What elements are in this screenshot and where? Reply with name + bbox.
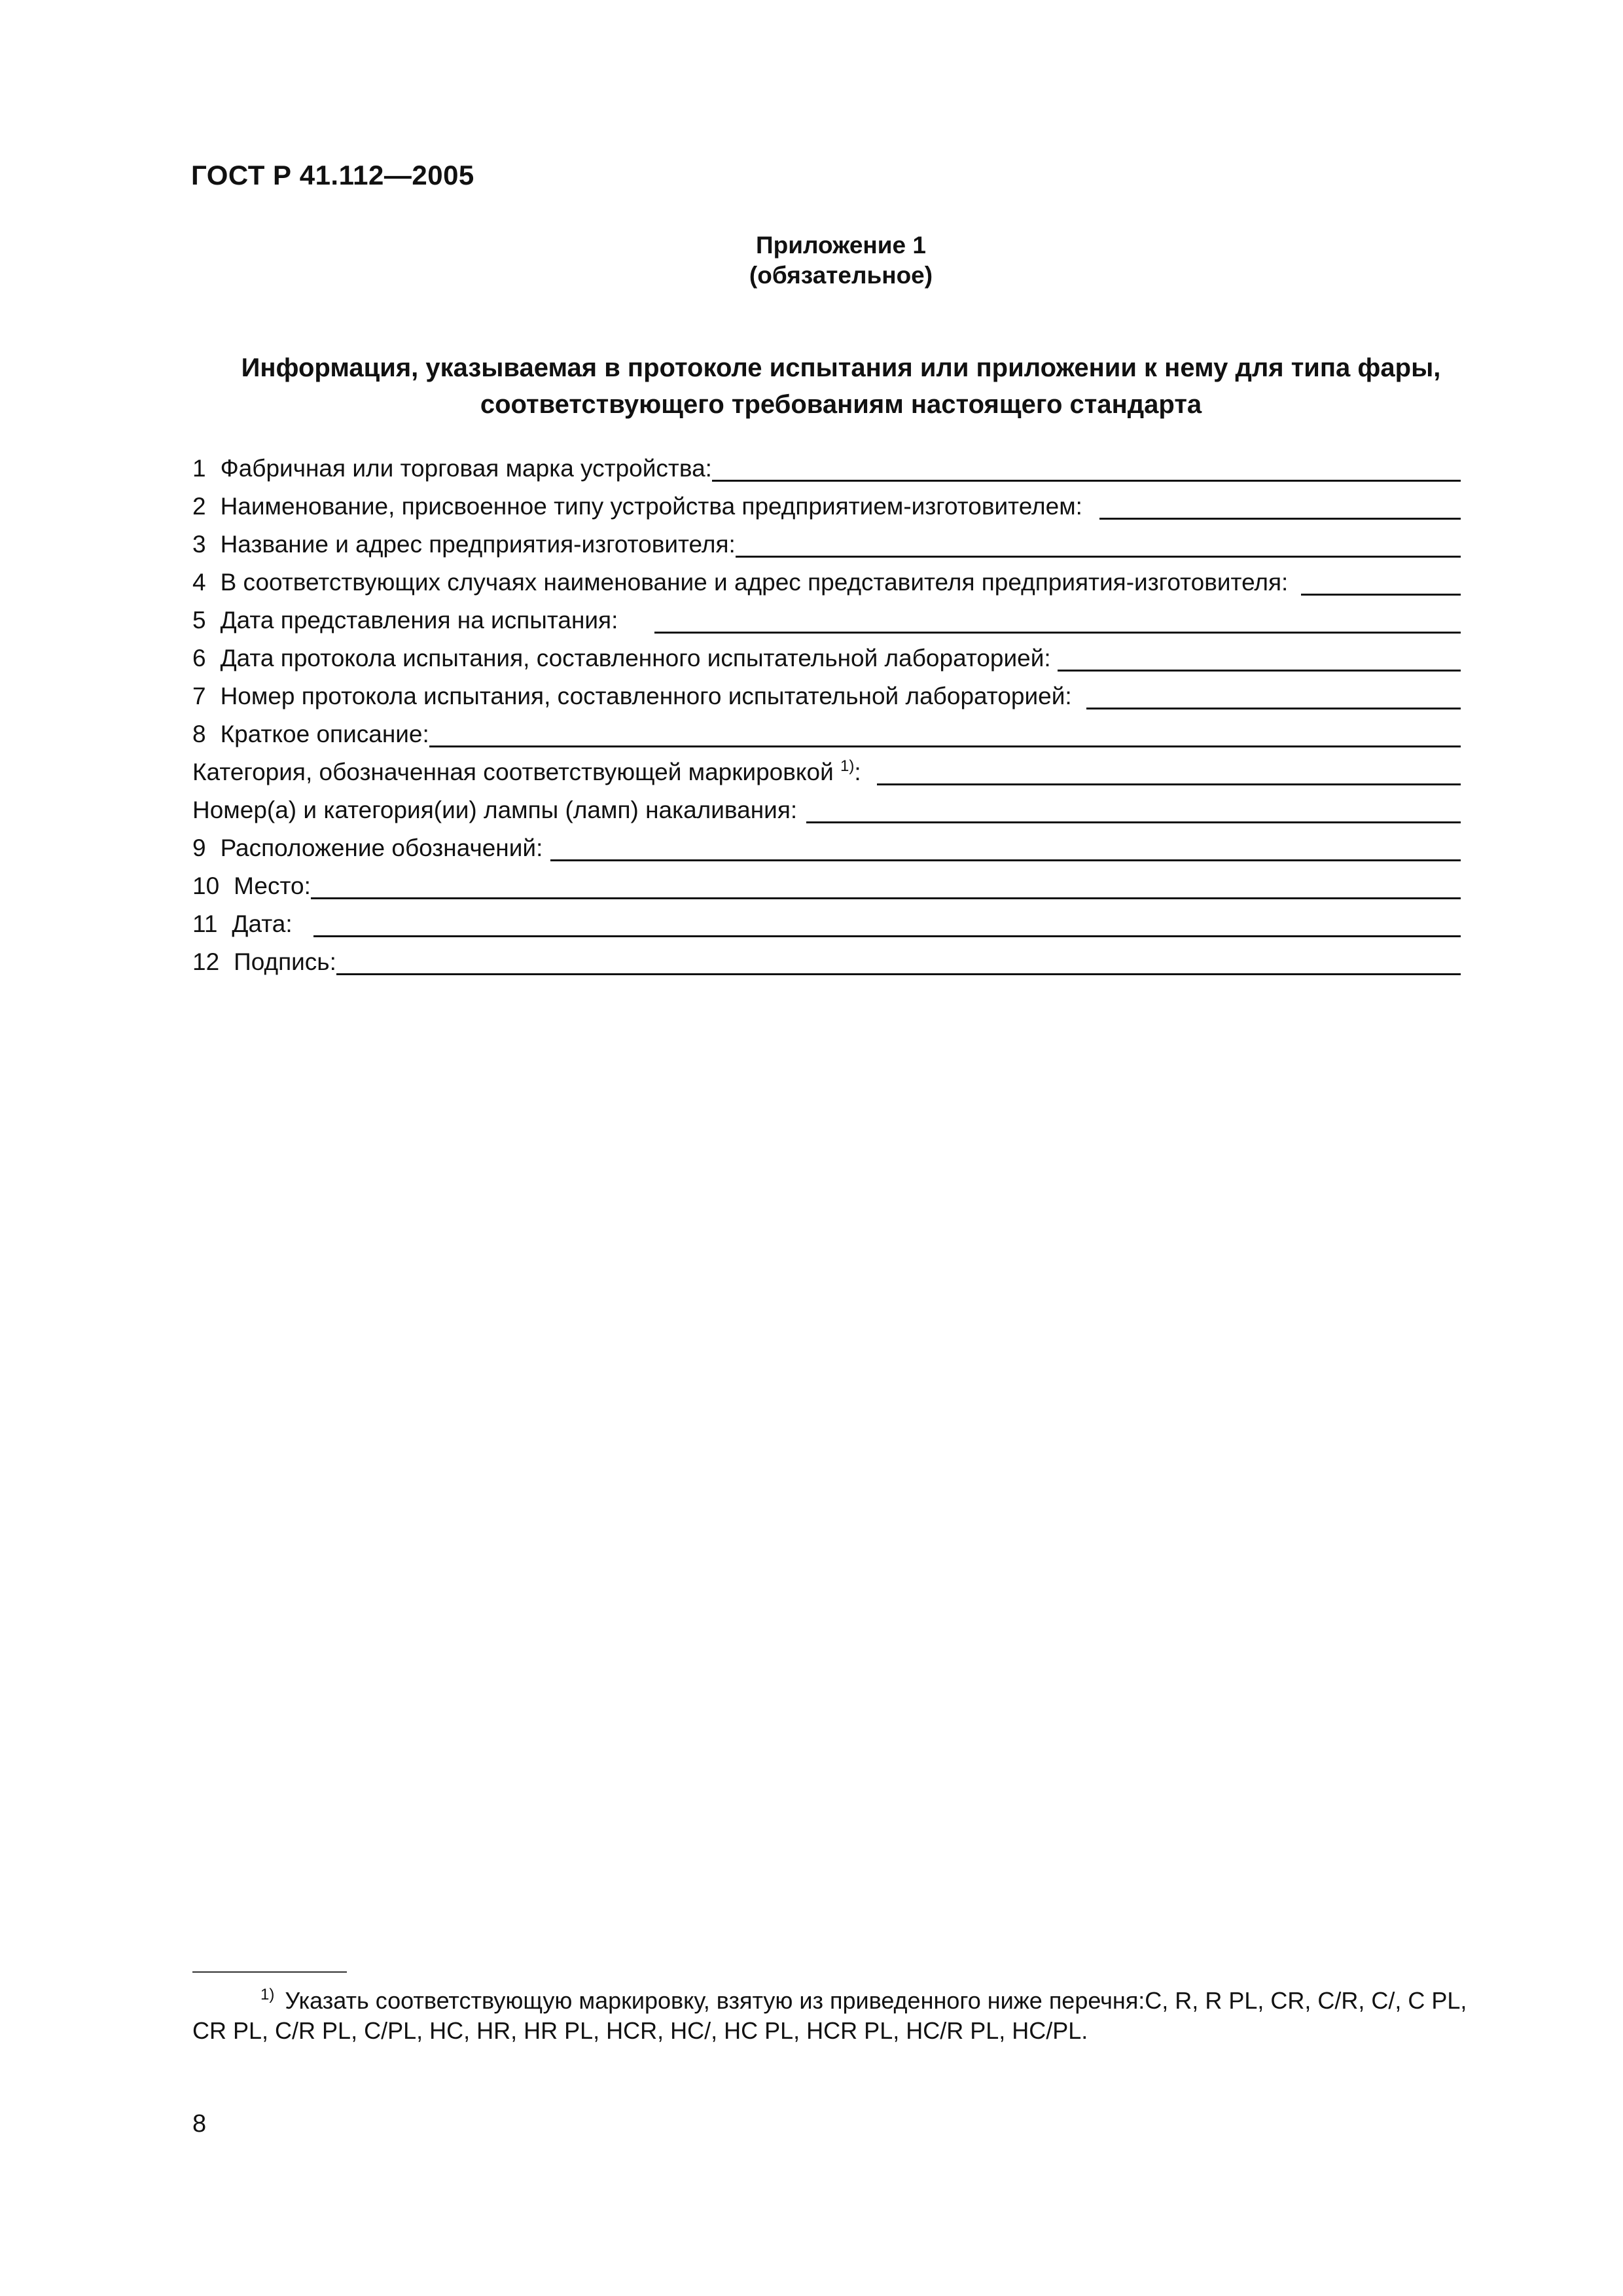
form-field-5 <box>192 602 1461 635</box>
fill-in-line[interactable] <box>1301 592 1461 596</box>
fill-in-line[interactable] <box>336 972 1461 975</box>
field-number: 4 <box>192 569 206 596</box>
form-field-3 <box>192 526 1461 559</box>
form-field-lamps <box>192 792 1461 825</box>
form-field-2 <box>192 488 1461 521</box>
field-number: 12 <box>192 948 220 975</box>
form-field-1 <box>192 450 1461 483</box>
form-field-6 <box>192 640 1461 673</box>
field-number: 6 <box>192 645 206 672</box>
fill-in-line[interactable] <box>877 782 1461 785</box>
field-label: Номер протокола испытания, составленного испытательной лабораторией: <box>220 683 1072 709</box>
field-label: Расположение обозначений: <box>220 834 543 861</box>
document-title <box>183 350 1499 423</box>
form-field-10 <box>192 868 1461 901</box>
fill-in-line[interactable] <box>1058 668 1461 672</box>
fill-in-line[interactable] <box>1086 706 1461 709</box>
footnote: 1) Указать соответствующую маркировку, взятую из приведенного ниже перечня:C, R, R PL, CR, C/R, C/, C PL, CR PL, C/R PL, C/PL, HC, HR, HR PL, HCR, HC/, HC PL, HCR PL, HC/R PL, HC/PL. <box>192 1986 1467 2044</box>
fill-in-line[interactable] <box>313 934 1461 937</box>
document-title-line-2: соответствующего требованиям настоящего стандарта <box>480 390 1202 419</box>
fill-in-line[interactable] <box>712 478 1461 482</box>
field-label: Дата протокола испытания, составленного испытательной лабораторией: <box>220 645 1051 672</box>
field-label: Номер(а) и категория(ии) лампы (ламп) накаливания: <box>192 797 798 823</box>
document-title-line-1: Информация, указываемая в протоколе испытания или приложении к нему для типа фары, <box>241 353 1441 382</box>
form-field-12 <box>192 944 1461 977</box>
fill-in-line[interactable] <box>429 744 1461 747</box>
field-label: Категория, обозначенная соответствующей маркировкой $^{1)}$: <box>192 757 861 785</box>
field-label: Название и адрес предприятия-изготовителя: <box>220 531 736 558</box>
field-number: 1 <box>192 455 206 482</box>
form-field-9 <box>192 830 1461 863</box>
field-number: 5 <box>192 607 206 634</box>
document-code: ГОСТ Р 41.112—2005 <box>191 160 474 190</box>
field-label: Фабричная или торговая марка устройства: <box>220 455 712 482</box>
field-label: Дата: <box>232 910 293 937</box>
field-number: 2 <box>192 493 206 520</box>
field-label: Наименование, присвоенное типу устройства предприятием-изготовителем: <box>220 493 1082 520</box>
field-label: Подпись: <box>234 948 336 975</box>
appendix-label: Приложение 1 <box>756 232 926 259</box>
field-label: Дата представления на испытания: <box>220 607 618 634</box>
field-number: 9 <box>192 834 206 861</box>
form-field-11 <box>192 906 1461 939</box>
field-number: 8 <box>192 721 206 747</box>
form-field-4 <box>192 564 1461 597</box>
footnote-text: Указать соответствующую маркировку, взятую из приведенного ниже перечня:C, R, R PL, CR, C/R, C/, C PL, CR PL, C/R PL, C/PL, HC, HR, HR PL, HCR, HC/, HC PL, HCR PL, HC/R PL, HC/PL. <box>192 1987 1467 2044</box>
form-field-7 <box>192 678 1461 711</box>
fill-in-line[interactable] <box>806 820 1461 823</box>
appendix-status: (обязательное) <box>749 262 933 289</box>
field-number: 3 <box>192 531 206 558</box>
fill-in-line[interactable] <box>550 858 1461 861</box>
form-field-category <box>192 754 1461 787</box>
field-label: Краткое описание: <box>220 721 429 747</box>
form-field-8 <box>192 716 1461 749</box>
footnote-separator <box>192 1971 347 1973</box>
fill-in-line[interactable] <box>311 896 1461 899</box>
fill-in-line[interactable] <box>654 630 1461 634</box>
field-label: Место: <box>234 872 311 899</box>
fill-in-line[interactable] <box>736 554 1461 558</box>
page-number: 8 <box>192 2110 207 2138</box>
field-number: 11 <box>192 910 218 937</box>
field-number: 7 <box>192 683 206 709</box>
footnote-reference: 1) <box>840 757 855 775</box>
field-number: 10 <box>192 872 220 899</box>
fill-in-line[interactable] <box>1099 516 1461 520</box>
field-label: В соответствующих случаях наименование и адрес представителя предприятия-изготовителя: <box>220 569 1289 596</box>
